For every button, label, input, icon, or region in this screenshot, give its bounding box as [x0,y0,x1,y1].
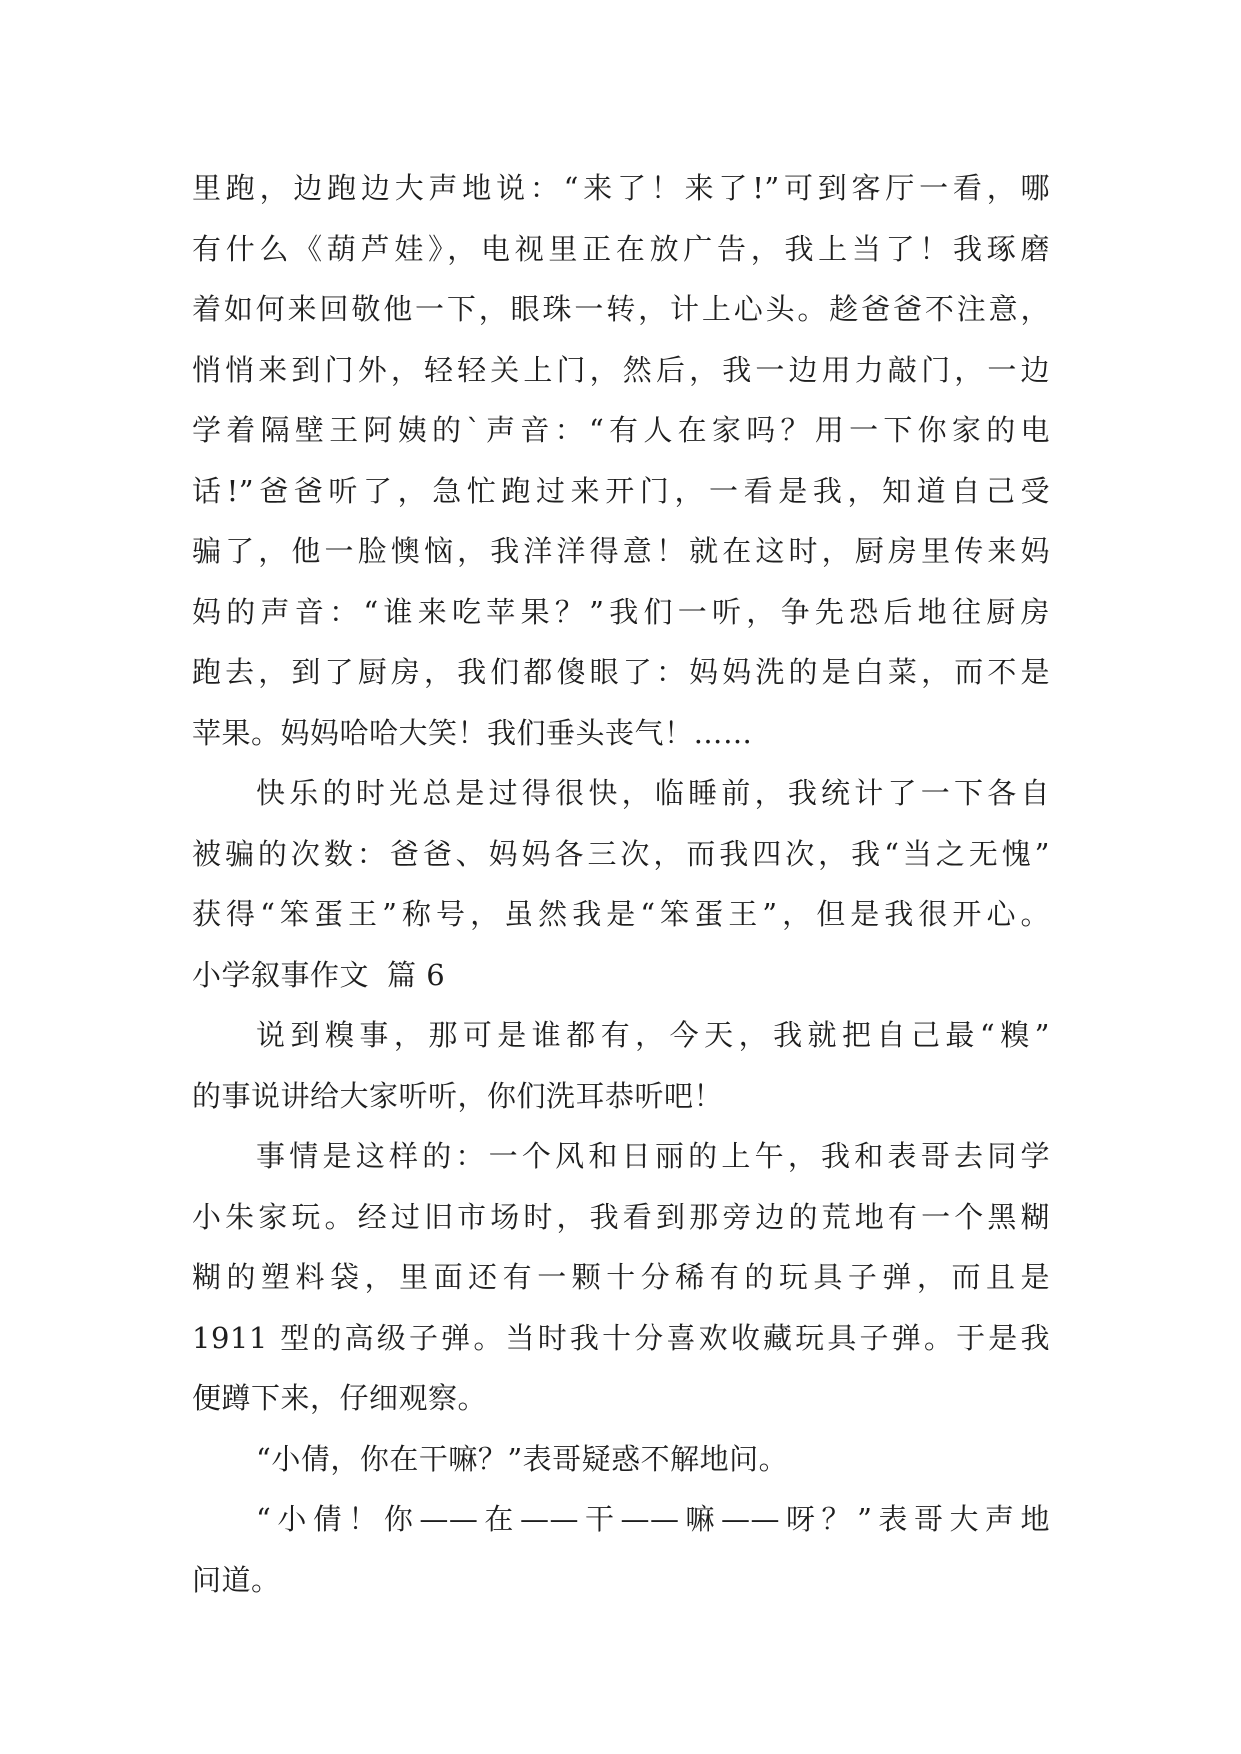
text-line: 有什么《葫芦娃》，电视里正在放广告，我上当了！我琢磨 [192,231,1050,266]
text-line: 快乐的时光总是过得很快，临睡前，我统计了一下各自 [256,776,1050,810]
text-line: 说到糗事，那可是谁都有，今天，我就把自己最“糗” [256,1018,1050,1052]
text-line: 悄悄来到门外，轻轻关上门，然后，我一边用力敲门，一边 [192,352,1050,387]
text-line: 问道。 [192,1562,281,1597]
text-line: 便蹲下来，仔细观察。 [192,1381,488,1415]
text-line: 学着隔壁王阿姨的`声音：“有人在家吗？用一下你家的电 [192,413,1050,447]
text-line: 糊的塑料袋，里面还有一颗十分稀有的玩具子弹，而且是 [192,1260,1050,1294]
section-heading [192,945,1050,1006]
text-line: 被骗的次数：爸爸、妈妈各三次，而我四次，我“当之无愧” [192,836,1050,871]
text-line: 里跑，边跑边大声地说：“来了！来了!”可到客厅一看，哪 [192,171,1050,205]
text-line: 苹果。妈妈哈哈大笑！我们垂头丧气！…… [192,715,753,750]
document-page [192,158,1050,1610]
text-line: 话!”爸爸听了，急忙跑过来开门，一看是我，知道自己受 [192,473,1050,508]
heading-number: 篇 6 [387,957,446,992]
paragraph [192,1005,1050,1126]
text-line: 1911 型的高级子弹。当时我十分喜欢收藏玩具子弹。于是我 [192,1320,1050,1355]
paragraph [192,1429,1050,1490]
paragraph [192,158,1050,763]
text-line: 着如何来回敬他一下，眼珠一转，计上心头。趁爸爸不注意， [192,292,1050,326]
paragraph [192,1126,1050,1429]
text-line: 的事说讲给大家听听，你们洗耳恭听吧！ [192,1078,724,1113]
paragraph [192,1489,1050,1610]
text-line: “小倩！你——在——干——嘛——呀？”表哥大声地 [256,1502,1050,1536]
paragraph [192,763,1050,945]
text-line: 小朱家玩。经过旧市场时，我看到那旁边的荒地有一个黑糊 [192,1199,1050,1234]
text-line: 跑去，到了厨房，我们都傻眼了：妈妈洗的是白菜，而不是 [192,655,1050,689]
text-line: “小倩，你在干嘛？”表哥疑惑不解地问。 [256,1441,789,1476]
text-line: 骗了，他一脸懊恼，我洋洋得意！就在这时，厨房里传来妈 [192,534,1050,568]
text-line: 获得“笨蛋王”称号，虽然我是“笨蛋王”，但是我很开心。 [192,897,1050,931]
text-line: 妈的声音：“谁来吃苹果？”我们一听，争先恐后地往厨房 [192,594,1050,629]
heading-title: 小学叙事作文 [192,957,370,992]
text-line: 事情是这样的：一个风和日丽的上午，我和表哥去同学 [256,1139,1050,1173]
